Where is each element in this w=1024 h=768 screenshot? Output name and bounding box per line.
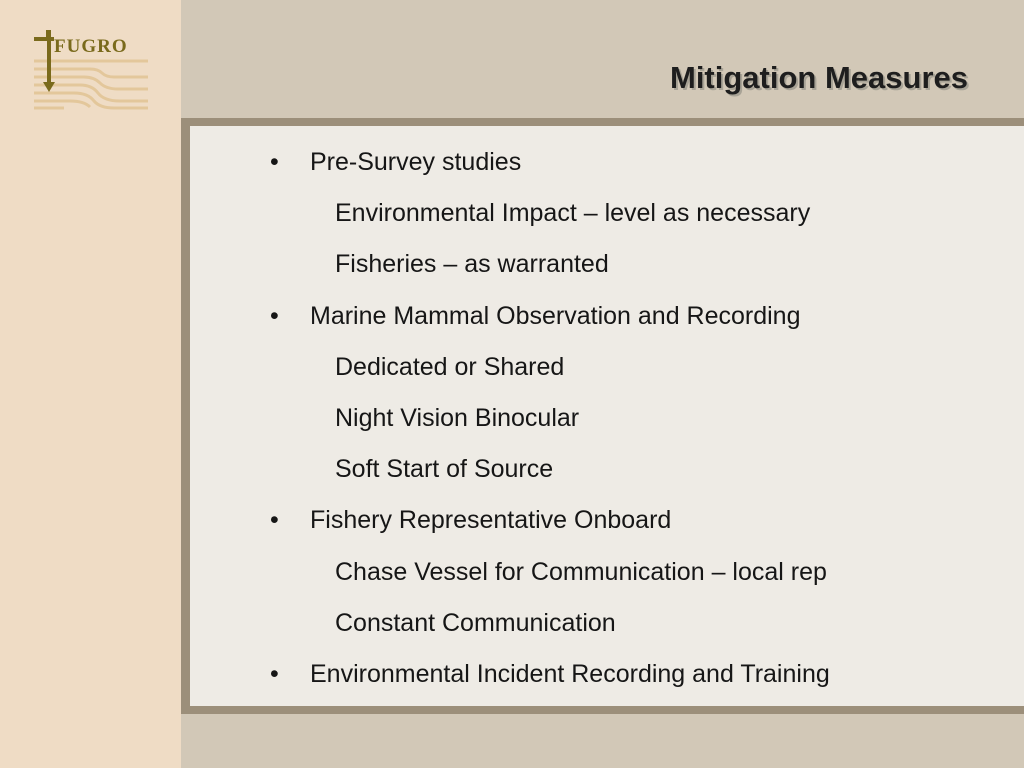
slide-title: Mitigation Measures (670, 60, 968, 95)
bullet-dot-icon: • (270, 301, 279, 330)
content-area (190, 126, 1024, 706)
bullet-text: Dedicated or Shared (335, 352, 565, 381)
header-band (181, 0, 1024, 118)
bullet-dot-icon: • (270, 659, 279, 688)
bullet-text: Night Vision Binocular (335, 403, 580, 432)
bullet-text: Soft Start of Source (335, 455, 554, 484)
bullet-dot-icon: • (270, 148, 279, 176)
bullet-text: Fisheries – as warranted (335, 250, 609, 279)
bullet-text: Pre-Survey studies (310, 148, 522, 176)
bullet-text: Environmental Incident Recording and Training (310, 659, 830, 688)
bullet-text: Chase Vessel for Communication – local rep (335, 557, 827, 586)
bullet-dot-icon: • (270, 506, 279, 535)
fugro-logo (34, 30, 148, 112)
bottom-band (181, 714, 1024, 768)
bullet-text: Marine Mammal Observation and Recording (310, 301, 801, 330)
bullet-text: Fishery Representative Onboard (310, 506, 672, 535)
bullet-text: Constant Communication (335, 608, 616, 637)
left-panel (0, 0, 181, 768)
bullet-text: Environmental Impact – level as necessary (335, 199, 811, 228)
logo-text: FUGRO (54, 36, 128, 57)
